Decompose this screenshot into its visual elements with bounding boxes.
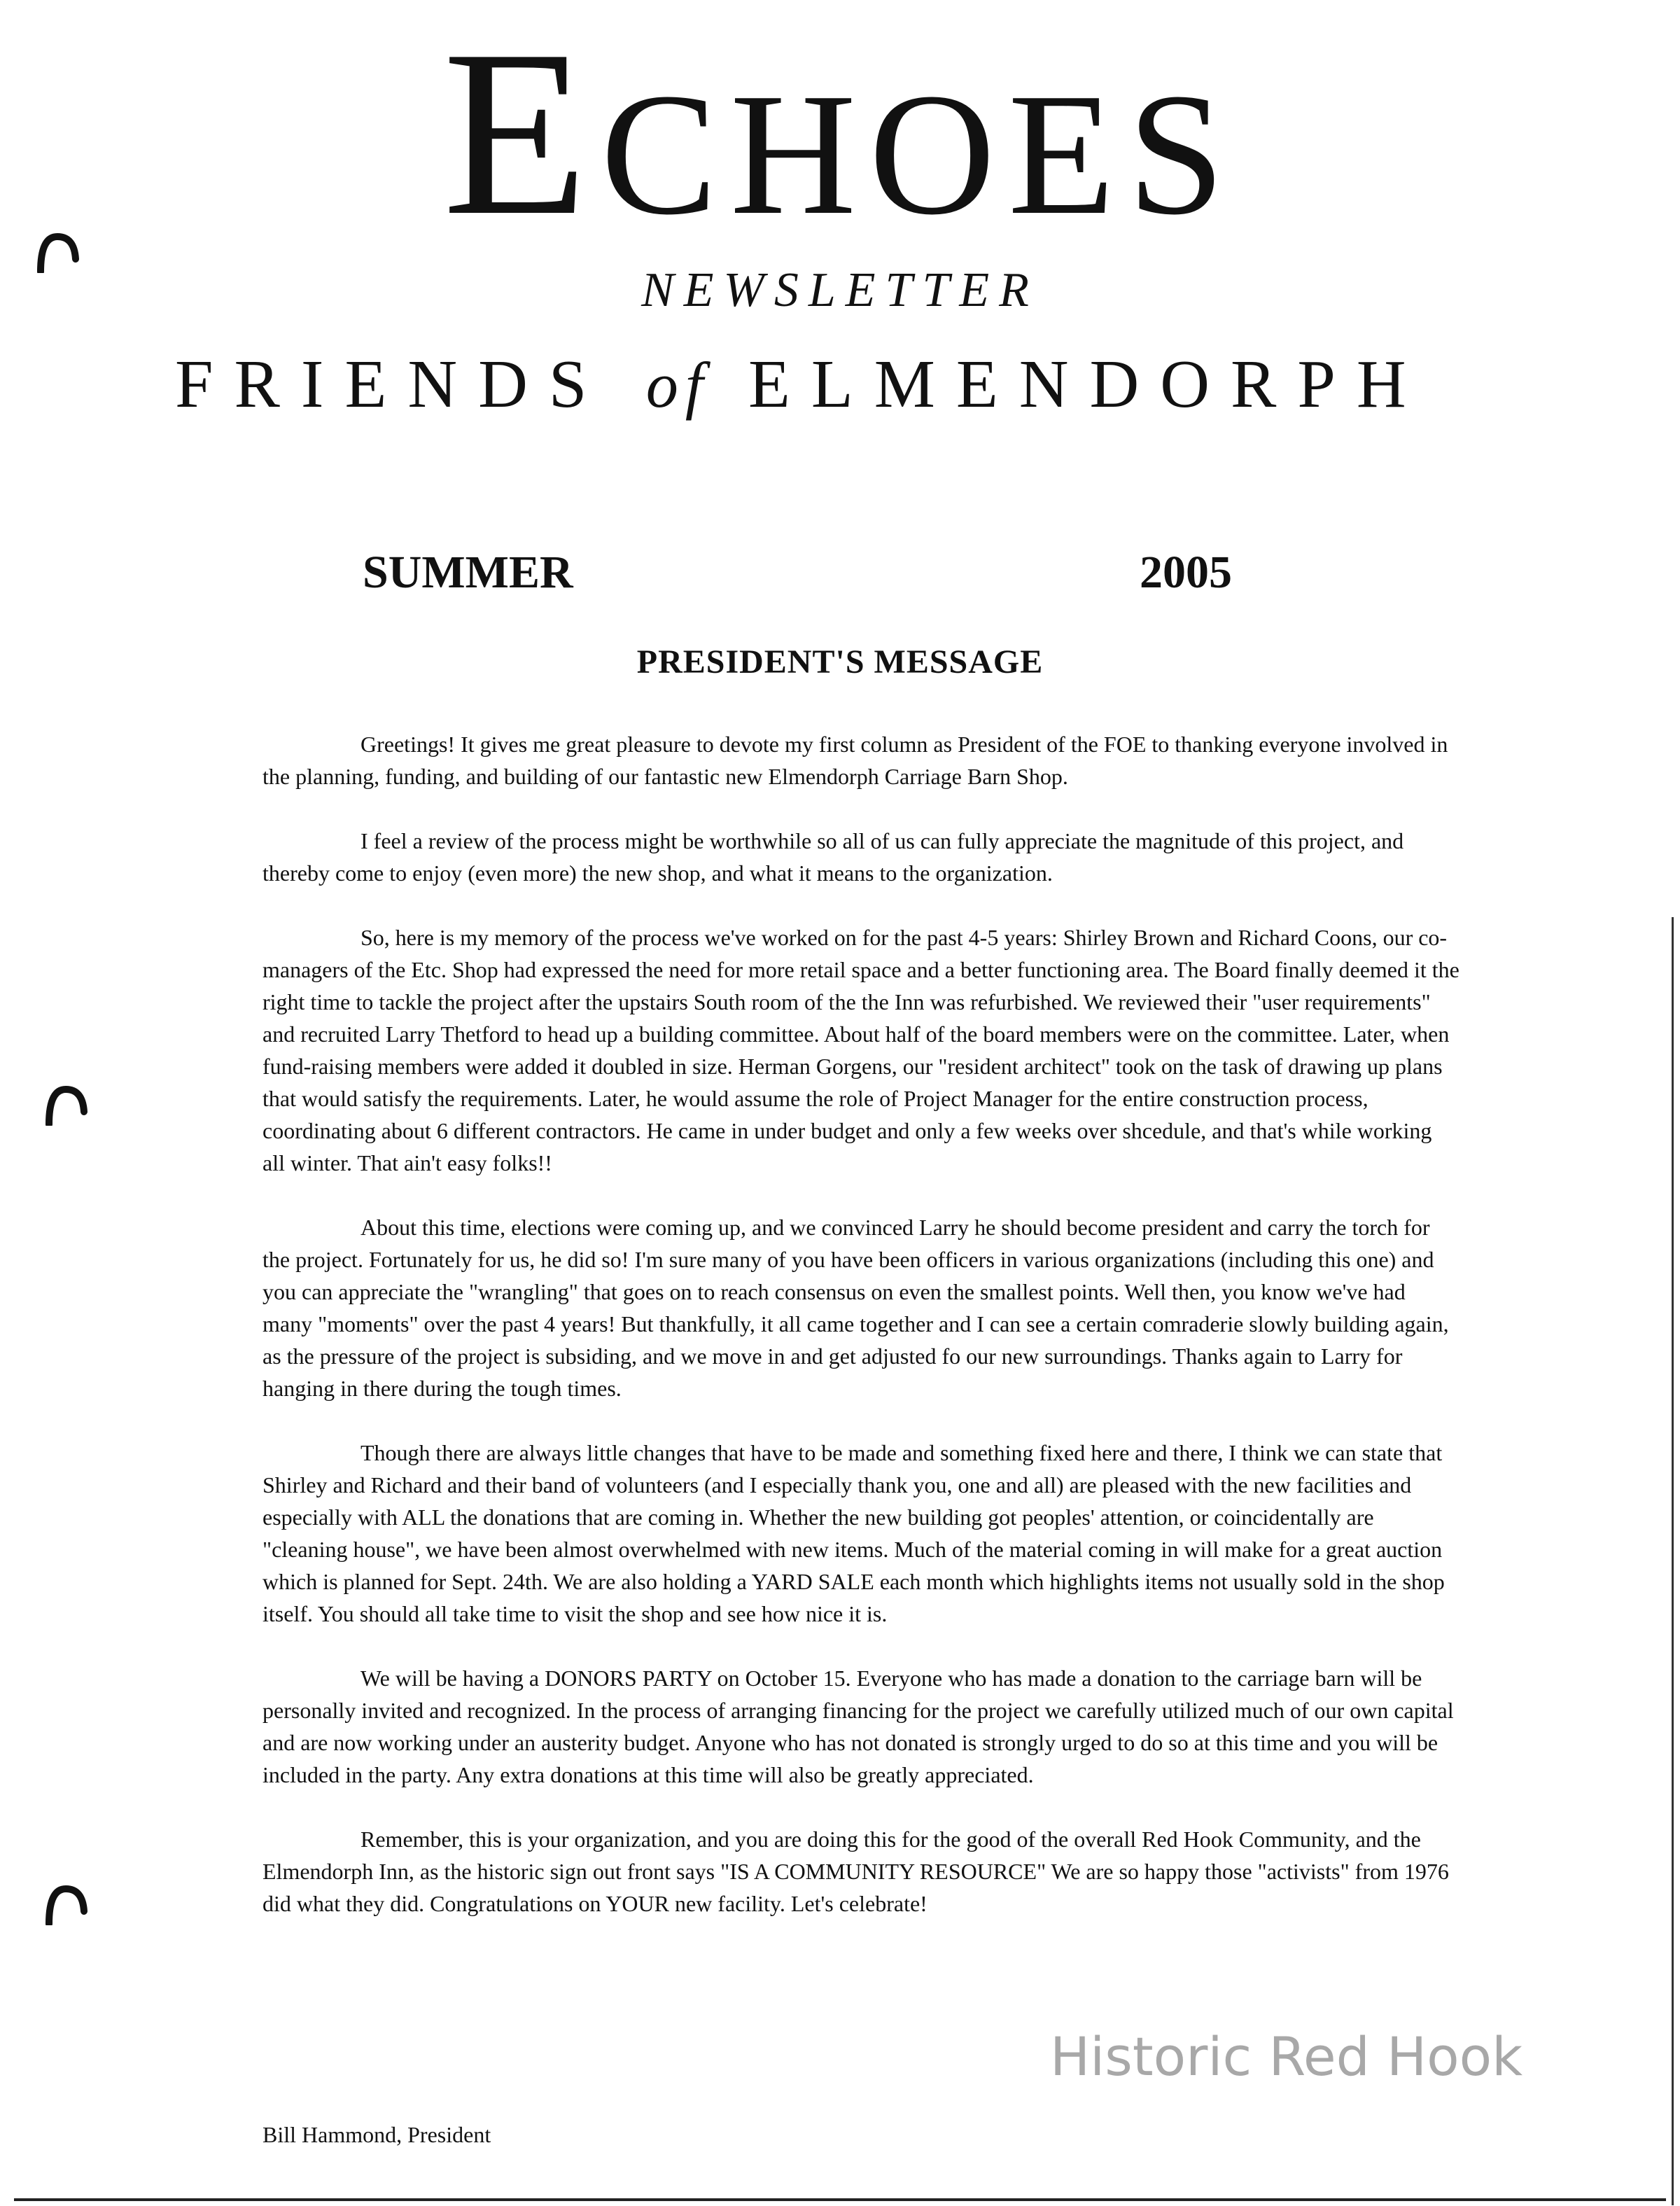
page-edge-right <box>1672 917 1674 2205</box>
watermark: Historic Red Hook <box>1050 2025 1523 2088</box>
issue-year: 2005 <box>1140 547 1232 598</box>
masthead-title <box>0 1 1680 265</box>
binder-hole-mark-middle <box>43 1084 88 1126</box>
masthead-title-initial: E <box>442 1 601 265</box>
masthead-subtitle: NEWSLETTER <box>641 263 1039 317</box>
section-title: PRESIDENT'S MESSAGE <box>636 643 1044 680</box>
paragraph: I feel a review of the process might be worthwhile so all of us can fully appreciate the magnitude of this project, and thereby come to enjoy (even more) the new shop, and what it means to the organization. <box>262 828 1404 886</box>
issue-season: SUMMER <box>363 547 573 598</box>
binder-hole-mark-top <box>35 231 80 273</box>
paragraph: Remember, this is your organization, and you are doing this for the good of the overall Red Hook Community, and the Elmendorph Inn, as the historic sign out front says "IS A COMMUNITY RESOURCE" We are so happy those "activists" from 1976 did what they did. Congratulations on YOUR new facility. Let's celebrate! <box>262 1827 1449 1916</box>
paragraph: So, here is my memory of the process we've worked on for the past 4-5 years: Shirley Brown and Richard Coons, our co-managers of the Etc. Shop had expressed the need for more retail space and a better functioning area. The Board finally deemed it the right time to tackle the project after the upstairs South room of the the Inn was refurbished. We reviewed their "user requirements" and recruited Larry Thetford to head up a building committee. About half of the board members were on the committee. Later, when fund-raising members were added it doubled in size. Herman Gorgens, our "resident architect" took on the task of drawing up plans that would satisfy the requirements. Later, he would assume the role of Project Manager for the entire construction process, coordinating about 6 different contractors. He came in under budget and only a few weeks over shcedule, and that's while working all winter. That ain't easy folks!! <box>262 925 1460 1175</box>
paragraph: Greetings! It gives me great pleasure to devote my first column as President of the FOE to thanking everyone involved in the planning, funding, and building of our fantastic new Elmendorph Carriage Barn Shop. <box>262 732 1448 789</box>
masthead-title-rest: CHOES <box>601 57 1238 251</box>
org-name-part2: ELMENDORPH <box>748 347 1427 422</box>
org-name-part1: FRIENDS <box>175 347 608 422</box>
masthead-organization <box>175 347 1610 422</box>
org-name-of: of <box>645 349 710 421</box>
paragraph: We will be having a DONORS PARTY on October 15. Everyone who has made a donation to the carriage barn will be personally invited and recognized. In the process of arranging financing for the project we carefully utilized much of our own capital and are now working under an austerity budget. Anyone who has not donated is strongly urged to do so at this time and you will be included in the party. Any extra donations at this time will also be greatly appreciated. <box>262 1666 1454 1787</box>
signature: Bill Hammond, President <box>262 2122 491 2147</box>
page-edge-bottom <box>14 2198 1666 2201</box>
article-body <box>262 728 1460 1952</box>
paragraph: About this time, elections were coming up, and we convinced Larry he should become president and carry the torch for the project. Fortunately for us, he did so! I'm sure many of you have been officers in various organizations (including this one) and you can appreciate the "wrangling" that goes on to reach consensus on even the smallest points. Well then, you know we've had many "moments" over the past 4 years! But thankfully, it all came together and I can see a certain comraderie slowly building again, as the pressure of the project is subsiding, and we move in and get adjusted fo our new surroundings. Thanks again to Larry for hanging in there during the tough times. <box>262 1215 1449 1401</box>
paragraph: Though there are always little changes that have to be made and something fixed here and there, I think we can state that Shirley and Richard and their band of volunteers (and I especially thank you, one and all) are pleased with the new facilities and especially with ALL the donations that are coming in. Whether the new building got peoples' attention, or coincidentally are "cleaning house", we have been almost overwhelmed with new items. Much of the material coming in will make for a great auction which is planned for Sept. 24th. We are also holding a YARD SALE each month which highlights items not usually sold in the shop itself. You should all take time to visit the shop and see how nice it is. <box>262 1440 1445 1626</box>
binder-hole-mark-bottom <box>43 1883 88 1925</box>
